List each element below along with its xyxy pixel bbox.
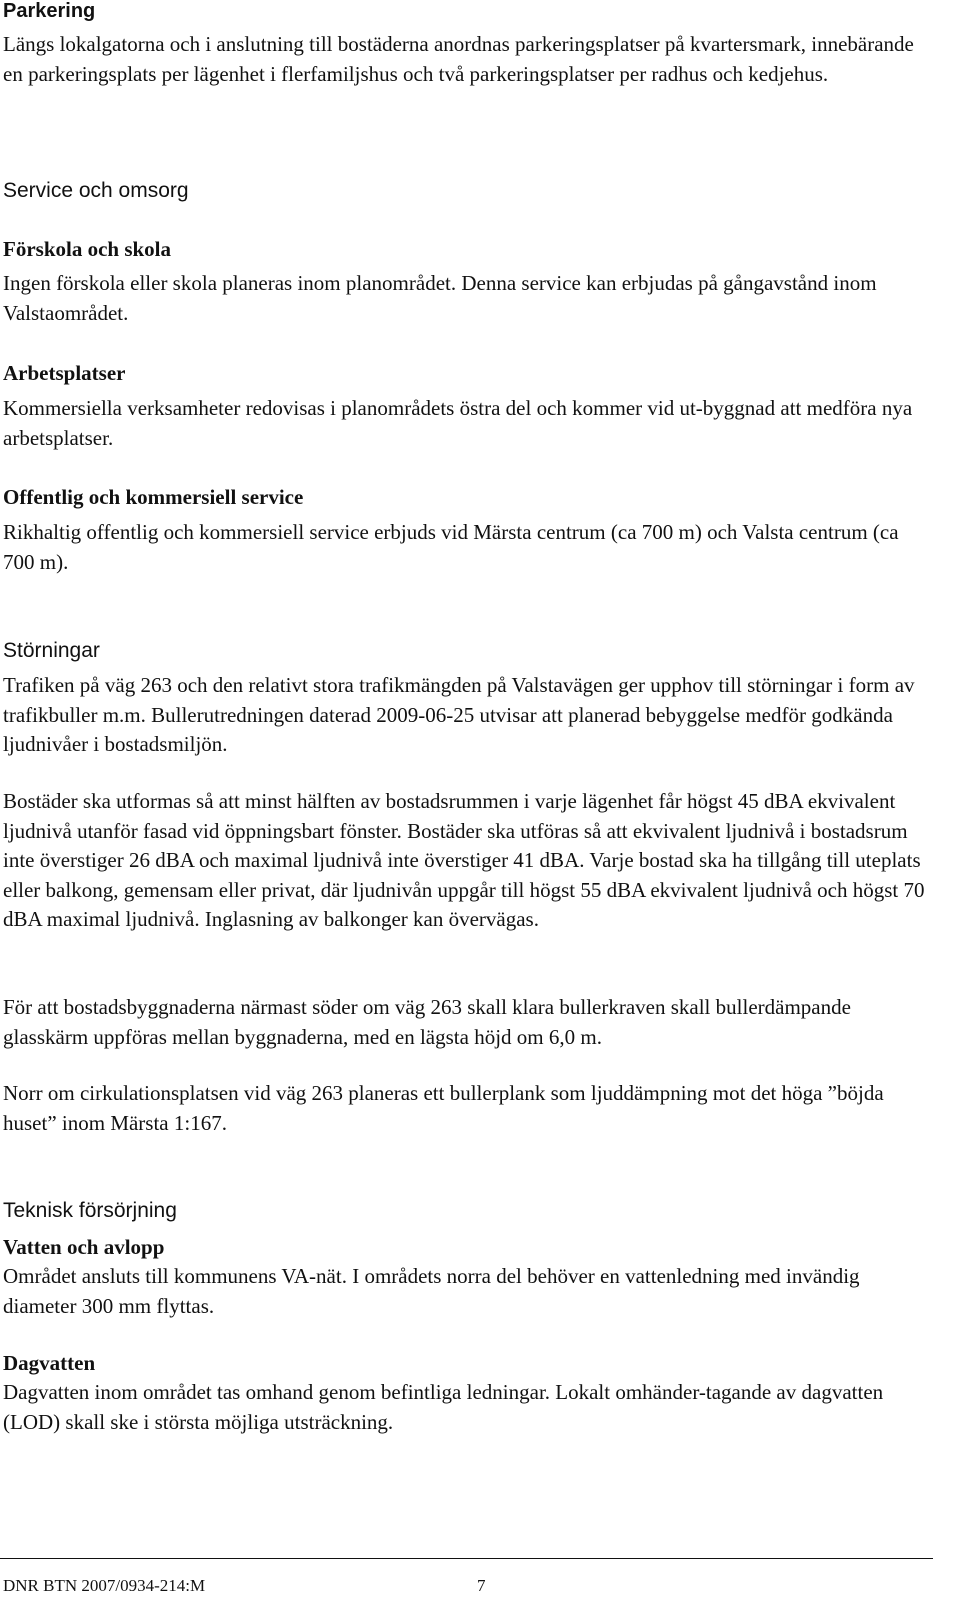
paragraph-forskola: Ingen förskola eller skola planeras inom planområdet. Denna service kan erbjudas på gångavstånd inom Valstaområdet. (3, 271, 877, 325)
paragraph-offentlig: Rikhaltig offentlig och kommersiell service erbjuds vid Märsta centrum (ca 700 m) och Valsta centrum (ca 700 m). (3, 520, 899, 574)
subheading-forskola: Förskola och skola (3, 237, 172, 261)
paragraph-vatten: Området ansluts till kommunens VA-nät. I områdets norra del behöver en vattenledning med invändig diameter 300 mm flyttas. (3, 1264, 860, 1318)
footer-document-number: DNR BTN 2007/0934-214:M (3, 1576, 206, 1595)
paragraph-dagvatten: Dagvatten inom området tas omhand genom befintliga ledningar. Lokalt omhänder-tagande av dagvatten (LOD) skall ske i största möjliga utsträckning. (3, 1380, 884, 1434)
footer-page-number: 7 (477, 1576, 486, 1595)
subheading-arbetsplatser: Arbetsplatser (3, 361, 126, 385)
section-heading-parkering: Parkering (3, 0, 96, 22)
paragraph-storningar-4: Norr om cirkulationsplatsen vid väg 263 planeras ett bullerplank som ljuddämpning mot det höga ”böjda huset” inom Märsta 1:167. (3, 1081, 884, 1135)
footer-divider (0, 1558, 933, 1559)
section-heading-storningar: Störningar (3, 639, 100, 662)
section-heading-teknisk: Teknisk försörjning (3, 1199, 177, 1222)
paragraph-arbetsplatser: Kommersiella verksamheter redovisas i planområdets östra del och kommer vid ut-byggnad att medföra nya arbetsplatser. (3, 396, 913, 450)
subheading-offentlig: Offentlig och kommersiell service (3, 485, 304, 509)
paragraph-parkering: Längs lokalgatorna och i anslutning till bostäderna anordnas parkeringsplatser på kvartersmark, innebärande en parkeringsplats per lägenhet i flerfamiljshus och två parkeringsplatser per radhus och kedjehus. (3, 32, 914, 86)
subheading-dagvatten: Dagvatten (3, 1351, 96, 1375)
paragraph-storningar-3: För att bostadsbyggnaderna närmast söder om väg 263 skall klara bullerkraven skall bullerdämpande glasskärm uppföras mellan byggnaderna, med en lägsta höjd om 6,0 m. (3, 995, 851, 1049)
paragraph-storningar-2: Bostäder ska utformas så att minst hälften av bostadsrummen i varje lägenhet får högst 45 dBA ekvivalent ljudnivå utanför fasad vid öppningsbart fönster. Bostäder ska utföras så att ekvivalent ljudnivå i bostadsrum inte överstiger 26 dBA och maximal ljudnivå inte överstiger 41 dBA. Varje bostad ska ha tillgång till uteplats eller balkong, gemensam eller privat, där ljudnivån uppgår till högst 55 dBA ekvivalent ljudnivå och högst 70 dBA maximal ljudnivå. Inglasning av balkonger kan övervägas. (3, 789, 925, 931)
subheading-vatten: Vatten och avlopp (3, 1235, 165, 1259)
paragraph-storningar-1: Trafiken på väg 263 och den relativt stora trafikmängden på Valstavägen ger upphov till störningar i form av trafikbuller m.m. Bullerutredningen daterad 2009-06-25 utvisar att planerad bebyggelse medför godkända ljudnivåer i bostadsmiljön. (3, 673, 915, 756)
section-heading-service: Service och omsorg (3, 179, 189, 202)
